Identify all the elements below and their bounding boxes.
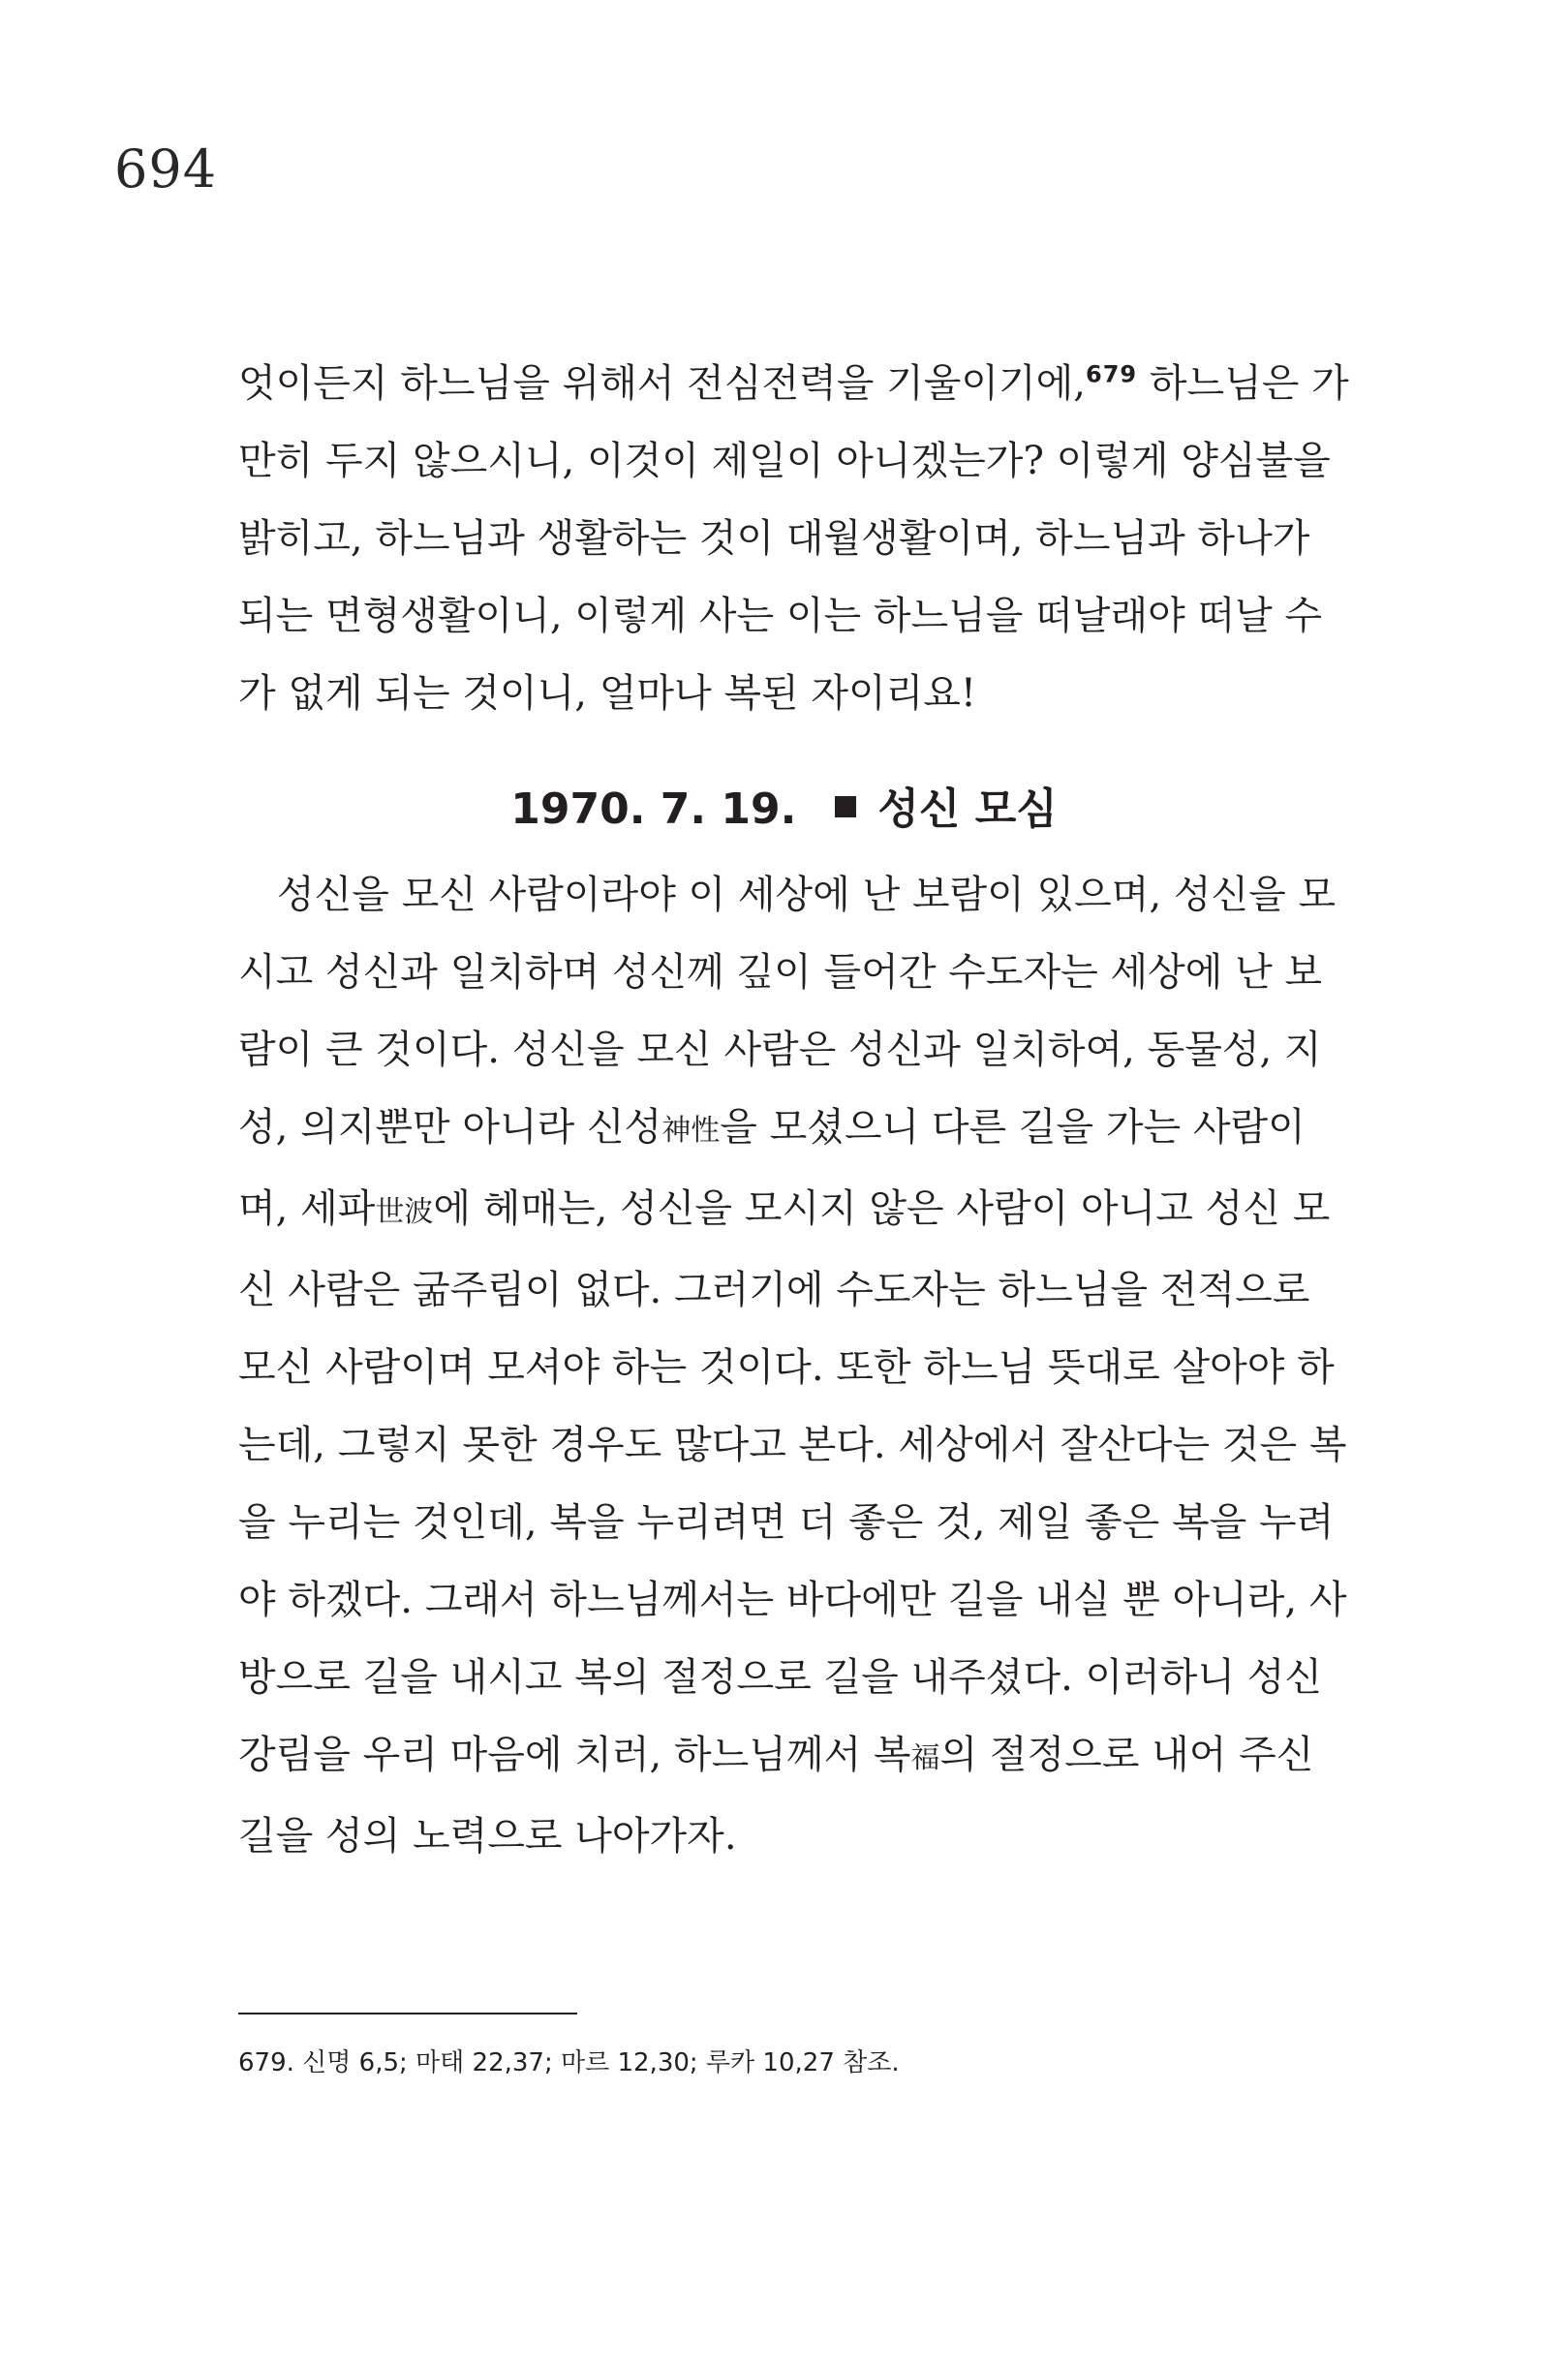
paragraph-2-line-1: 성신을 모신 사람이라야 이 세상에 난 보람이 있으며, 성신을 모: [277, 873, 1337, 917]
paragraph-2-line-4-b: 을 모셨으니 다른 길을 가는 사람이: [720, 1105, 1306, 1150]
paragraph-2-line-7: 모신 사람이며 모셔야 하는 것이다. 또한 하느님 뜻대로 살아야 하: [238, 1345, 1335, 1390]
paragraph-1-line-1: [238, 345, 1349, 422]
paragraph-1-line-1-text: 엇이든지 하느님을 위해서 전심전력을 기울이기에,: [238, 361, 1087, 406]
paragraph-1-line-3: 밝히고, 하느님과 생활하는 것이 대월생활이며, 하느님과 하나가: [238, 516, 1310, 561]
paragraph-1-line-1-tail: 하느님은 가: [1137, 361, 1349, 406]
paragraph-2-line-4: [238, 1089, 1304, 1170]
paragraph-2-line-9: 을 누리는 것인데, 복을 누리려면 더 좋은 것, 제일 좋은 복을 누려: [238, 1500, 1335, 1545]
paragraph-2-line-10: 야 하겠다. 그래서 하느님께서는 바다에만 길을 내실 뿐 아니라, 사: [238, 1578, 1347, 1622]
paragraph-2: [238, 856, 1347, 1875]
hanja-annotation: 世波: [375, 1195, 434, 1229]
paragraph-2-line-11: 방으로 길을 내시고 복의 절정으로 길을 내주셨다. 이러하니 성신: [238, 1655, 1323, 1700]
paragraph-2-line-5-a: 며, 세파: [238, 1186, 376, 1231]
section-title: 성신 모심: [877, 784, 1058, 834]
hanja-annotation: 福: [910, 1741, 940, 1775]
paragraph-2-line-6: 신 사람은 굶주림이 없다. 그러기에 수도자는 하느님을 전적으로: [238, 1268, 1310, 1312]
paragraph-2-line-4-a: 성, 의지뿐만 아니라 신성: [238, 1105, 662, 1150]
section-date: 1970. 7. 19.: [510, 784, 797, 834]
paragraph-2-line-8: 는데, 그렇지 못한 경우도 많다고 본다. 세상에서 잘산다는 것은 복: [238, 1423, 1347, 1467]
paragraph-2-line-13: 길을 성의 노력으로 나아가자.: [238, 1814, 737, 1859]
footnote-reference[interactable]: 679: [1086, 360, 1138, 388]
footnote-divider: [238, 2013, 577, 2014]
paragraph-1: [238, 345, 1349, 732]
footnote: 679. 신명 6,5; 마태 22,37; 마르 12,30; 루카 10,27 참조.: [238, 2048, 900, 2077]
paragraph-2-line-5: [238, 1170, 1331, 1251]
paragraph-2-line-3: 람이 큰 것이다. 성신을 모신 사람은 성신과 일치하여, 동물성, 지: [238, 1028, 1322, 1072]
paragraph-2-line-12-b: 의 절정으로 내어 주신: [939, 1733, 1314, 1777]
paragraph-2-line-2: 시고 성신과 일치하며 성신께 깊이 들어간 수도자는 세상에 난 보: [238, 950, 1323, 995]
square-bullet-icon: [835, 796, 856, 817]
paragraph-2-line-12: [238, 1716, 1314, 1798]
paragraph-2-line-5-b: 에 헤매는, 성신을 모시지 않은 사람이 아니고 성신 모: [433, 1186, 1331, 1231]
page-number: 694: [114, 138, 218, 200]
paragraph-1-line-5: 가 없게 되는 것이니, 얼마나 복된 자이리요!: [238, 671, 976, 716]
paragraph-1-line-2: 만히 두지 않으시니, 이것이 제일이 아니겠는가? 이렇게 양심불을: [238, 439, 1331, 483]
hanja-annotation: 神性: [661, 1114, 721, 1148]
paragraph-1-line-4: 되는 면형생활이니, 이렇게 사는 이는 하느님을 떠날래야 떠날 수: [238, 594, 1323, 638]
section-heading: [0, 781, 1568, 839]
paragraph-2-line-12-a: 강림을 우리 마음에 치러, 하느님께서 복: [238, 1733, 911, 1777]
